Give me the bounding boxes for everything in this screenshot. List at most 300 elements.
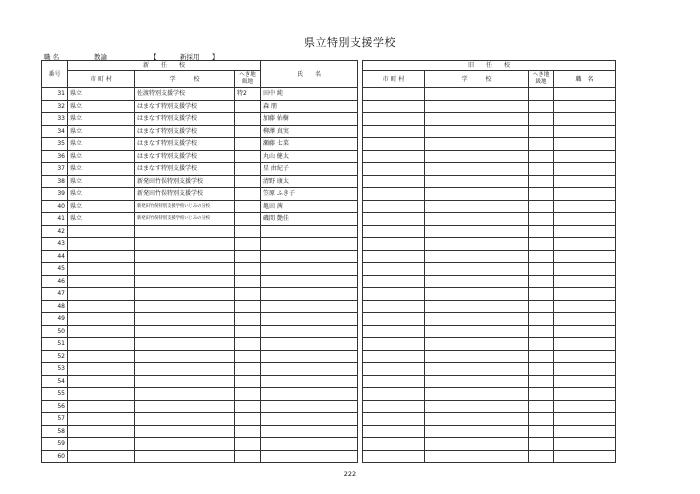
row-old-remote bbox=[529, 225, 554, 238]
row-old-city bbox=[363, 88, 425, 101]
row-old-remote bbox=[529, 238, 554, 251]
row-old-city bbox=[363, 175, 425, 188]
row-new-city bbox=[68, 425, 135, 438]
row-old-position bbox=[554, 125, 616, 138]
row-old-position bbox=[554, 238, 616, 251]
header-number: 番号 bbox=[42, 61, 68, 88]
row-old-city bbox=[363, 450, 425, 463]
table-row bbox=[42, 213, 616, 226]
row-old-position bbox=[554, 450, 616, 463]
row-old-remote bbox=[529, 138, 554, 151]
row-new-city: 県立 bbox=[68, 125, 135, 138]
row-old-position bbox=[554, 188, 616, 201]
row-new-remote bbox=[235, 275, 261, 288]
row-old-remote bbox=[529, 250, 554, 263]
row-old-city bbox=[363, 313, 425, 326]
row-new-city: 県立 bbox=[68, 200, 135, 213]
row-new-remote bbox=[235, 450, 261, 463]
row-new-remote bbox=[235, 250, 261, 263]
row-new-remote bbox=[235, 425, 261, 438]
row-name bbox=[261, 388, 358, 401]
row-name bbox=[261, 225, 358, 238]
row-old-city bbox=[363, 113, 425, 126]
row-new-remote bbox=[235, 338, 261, 351]
row-number: 48 bbox=[42, 300, 68, 313]
row-number: 40 bbox=[42, 200, 68, 213]
row-old-city bbox=[363, 163, 425, 176]
row-old-position bbox=[554, 438, 616, 451]
row-new-city bbox=[68, 350, 135, 363]
table-row bbox=[42, 238, 616, 251]
row-new-city bbox=[68, 225, 135, 238]
table-row bbox=[42, 113, 616, 126]
row-new-city bbox=[68, 400, 135, 413]
row-new-school bbox=[135, 275, 235, 288]
row-new-remote bbox=[235, 125, 261, 138]
row-old-school bbox=[425, 438, 529, 451]
row-number: 47 bbox=[42, 288, 68, 301]
row-number: 37 bbox=[42, 163, 68, 176]
row-old-remote bbox=[529, 325, 554, 338]
header-old-city: 市 町 村 bbox=[363, 71, 425, 88]
row-number: 39 bbox=[42, 188, 68, 201]
row-new-school bbox=[135, 375, 235, 388]
row-name: 磯間 艶佳 bbox=[261, 213, 358, 226]
table-row bbox=[42, 200, 616, 213]
row-new-remote bbox=[235, 350, 261, 363]
row-old-school bbox=[425, 138, 529, 151]
row-old-city bbox=[363, 350, 425, 363]
row-old-remote bbox=[529, 363, 554, 376]
row-new-remote bbox=[235, 288, 261, 301]
row-old-remote bbox=[529, 175, 554, 188]
row-new-city: 県立 bbox=[68, 100, 135, 113]
row-new-school: 新発田竹俣特別支援学校いじみの分校 bbox=[135, 213, 235, 226]
row-new-school bbox=[135, 250, 235, 263]
row-new-remote bbox=[235, 225, 261, 238]
row-new-school bbox=[135, 300, 235, 313]
header-old-remote: へき地級地 bbox=[529, 71, 554, 88]
header-old-school-name: 学 校 bbox=[425, 71, 529, 88]
row-old-position bbox=[554, 88, 616, 101]
row-old-city bbox=[363, 125, 425, 138]
row-old-position bbox=[554, 225, 616, 238]
row-name bbox=[261, 325, 358, 338]
row-new-city bbox=[68, 388, 135, 401]
row-new-city: 県立 bbox=[68, 113, 135, 126]
row-old-position bbox=[554, 363, 616, 376]
row-old-remote bbox=[529, 88, 554, 101]
row-new-remote bbox=[235, 375, 261, 388]
row-new-city bbox=[68, 325, 135, 338]
row-old-position bbox=[554, 163, 616, 176]
row-old-school bbox=[425, 400, 529, 413]
row-old-remote bbox=[529, 338, 554, 351]
row-new-school bbox=[135, 238, 235, 251]
header-old-school: 旧 任 校 bbox=[363, 61, 616, 71]
row-new-school bbox=[135, 400, 235, 413]
page-number: 222 bbox=[343, 470, 357, 478]
row-new-city bbox=[68, 438, 135, 451]
position-label: 職 名 bbox=[44, 53, 60, 61]
row-new-school bbox=[135, 450, 235, 463]
row-old-school bbox=[425, 325, 529, 338]
row-new-city: 県立 bbox=[68, 213, 135, 226]
bracket-close: 】 bbox=[212, 53, 219, 61]
row-old-school bbox=[425, 388, 529, 401]
row-number: 59 bbox=[42, 438, 68, 451]
row-name bbox=[261, 450, 358, 463]
row-new-school: 新発田竹俣特別支援学校 bbox=[135, 175, 235, 188]
row-new-city: 県立 bbox=[68, 163, 135, 176]
row-old-school bbox=[425, 450, 529, 463]
row-old-position bbox=[554, 200, 616, 213]
row-old-position bbox=[554, 100, 616, 113]
row-old-school bbox=[425, 375, 529, 388]
table-row bbox=[42, 175, 616, 188]
row-old-position bbox=[554, 113, 616, 126]
row-number: 46 bbox=[42, 275, 68, 288]
row-new-school bbox=[135, 363, 235, 376]
table-row bbox=[42, 138, 616, 151]
row-new-remote bbox=[235, 213, 261, 226]
row-old-remote bbox=[529, 425, 554, 438]
row-old-remote bbox=[529, 413, 554, 426]
row-old-remote bbox=[529, 300, 554, 313]
row-old-remote bbox=[529, 438, 554, 451]
row-old-school bbox=[425, 413, 529, 426]
row-number: 34 bbox=[42, 125, 68, 138]
row-new-city bbox=[68, 263, 135, 276]
row-old-position bbox=[554, 213, 616, 226]
row-number: 54 bbox=[42, 375, 68, 388]
table-row bbox=[42, 163, 616, 176]
row-old-remote bbox=[529, 200, 554, 213]
row-new-city bbox=[68, 375, 135, 388]
row-number: 45 bbox=[42, 263, 68, 276]
row-old-position bbox=[554, 338, 616, 351]
row-number: 38 bbox=[42, 175, 68, 188]
row-old-city bbox=[363, 338, 425, 351]
row-new-city: 県立 bbox=[68, 150, 135, 163]
row-number: 57 bbox=[42, 413, 68, 426]
row-old-city bbox=[363, 150, 425, 163]
row-old-school bbox=[425, 163, 529, 176]
row-new-remote bbox=[235, 150, 261, 163]
row-name: 丸山 健太 bbox=[261, 150, 358, 163]
row-new-city: 県立 bbox=[68, 188, 135, 201]
row-new-school: はまなす特別支援学校 bbox=[135, 150, 235, 163]
row-new-remote bbox=[235, 175, 261, 188]
row-name bbox=[261, 263, 358, 276]
row-new-remote bbox=[235, 363, 261, 376]
row-new-city bbox=[68, 275, 135, 288]
row-new-school: はまなす特別支援学校 bbox=[135, 100, 235, 113]
row-old-school bbox=[425, 338, 529, 351]
row-new-school bbox=[135, 288, 235, 301]
table-row bbox=[42, 388, 616, 401]
row-number: 51 bbox=[42, 338, 68, 351]
row-new-school bbox=[135, 425, 235, 438]
row-name: 田中 純 bbox=[261, 88, 358, 101]
row-old-remote bbox=[529, 125, 554, 138]
row-old-school bbox=[425, 125, 529, 138]
category-value: 新採用 bbox=[180, 53, 200, 61]
row-new-remote bbox=[235, 413, 261, 426]
row-new-remote bbox=[235, 388, 261, 401]
row-old-school bbox=[425, 175, 529, 188]
row-new-city: 県立 bbox=[68, 138, 135, 151]
row-new-school: 新発田竹俣特別支援学校 bbox=[135, 188, 235, 201]
row-name: 加藤 佑樹 bbox=[261, 113, 358, 126]
row-old-remote bbox=[529, 163, 554, 176]
row-new-school bbox=[135, 313, 235, 326]
row-old-school bbox=[425, 100, 529, 113]
row-old-school bbox=[425, 88, 529, 101]
row-name bbox=[261, 238, 358, 251]
row-old-position bbox=[554, 400, 616, 413]
header-new-remote: へき地級地 bbox=[235, 71, 261, 88]
row-new-school: はまなす特別支援学校 bbox=[135, 163, 235, 176]
row-number: 32 bbox=[42, 100, 68, 113]
row-old-school bbox=[425, 188, 529, 201]
row-name: 笠原 ふき子 bbox=[261, 188, 358, 201]
table-row bbox=[42, 250, 616, 263]
table-row bbox=[42, 100, 616, 113]
row-new-school bbox=[135, 225, 235, 238]
row-new-school: はまなす特別支援学校 bbox=[135, 125, 235, 138]
row-new-remote bbox=[235, 300, 261, 313]
row-new-remote bbox=[235, 100, 261, 113]
row-number: 58 bbox=[42, 425, 68, 438]
row-old-city bbox=[363, 288, 425, 301]
row-old-school bbox=[425, 425, 529, 438]
row-old-remote bbox=[529, 213, 554, 226]
row-number: 55 bbox=[42, 388, 68, 401]
row-name: 柳澤 真実 bbox=[261, 125, 358, 138]
row-old-remote bbox=[529, 275, 554, 288]
row-new-remote bbox=[235, 238, 261, 251]
row-name bbox=[261, 438, 358, 451]
row-old-position bbox=[554, 175, 616, 188]
row-old-school bbox=[425, 238, 529, 251]
table-row bbox=[42, 300, 616, 313]
row-name bbox=[261, 375, 358, 388]
table-row bbox=[42, 375, 616, 388]
row-old-remote bbox=[529, 450, 554, 463]
row-new-school bbox=[135, 438, 235, 451]
row-old-remote bbox=[529, 388, 554, 401]
row-old-city bbox=[363, 225, 425, 238]
table-row bbox=[42, 88, 616, 101]
row-old-position bbox=[554, 350, 616, 363]
row-number: 36 bbox=[42, 150, 68, 163]
row-name bbox=[261, 413, 358, 426]
row-name bbox=[261, 350, 358, 363]
row-new-school: 佐渡特別支援学校 bbox=[135, 88, 235, 101]
row-number: 49 bbox=[42, 313, 68, 326]
row-name bbox=[261, 275, 358, 288]
row-old-position bbox=[554, 275, 616, 288]
header-old-position: 職 名 bbox=[554, 71, 616, 88]
row-name bbox=[261, 363, 358, 376]
row-new-city bbox=[68, 413, 135, 426]
table-row bbox=[42, 425, 616, 438]
row-new-school bbox=[135, 413, 235, 426]
row-new-school: はまなす特別支援学校 bbox=[135, 113, 235, 126]
row-number: 42 bbox=[42, 225, 68, 238]
row-old-school bbox=[425, 300, 529, 313]
row-new-remote bbox=[235, 263, 261, 276]
row-name: 星 由紀子 bbox=[261, 163, 358, 176]
row-old-school bbox=[425, 313, 529, 326]
row-new-school: 新発田竹俣特別支援学校いじみの分校 bbox=[135, 200, 235, 213]
row-new-city bbox=[68, 363, 135, 376]
row-old-remote bbox=[529, 313, 554, 326]
row-old-school bbox=[425, 275, 529, 288]
header-new-city: 市 町 村 bbox=[68, 71, 135, 88]
table-row bbox=[42, 450, 616, 463]
row-old-remote bbox=[529, 113, 554, 126]
table-row bbox=[42, 313, 616, 326]
row-old-city bbox=[363, 188, 425, 201]
row-new-city bbox=[68, 288, 135, 301]
table-row bbox=[42, 338, 616, 351]
row-new-city bbox=[68, 450, 135, 463]
row-old-school bbox=[425, 288, 529, 301]
header-name: 氏 名 bbox=[261, 61, 358, 88]
row-old-city bbox=[363, 100, 425, 113]
row-old-city bbox=[363, 200, 425, 213]
row-new-remote bbox=[235, 163, 261, 176]
row-number: 44 bbox=[42, 250, 68, 263]
row-old-position bbox=[554, 375, 616, 388]
table-row bbox=[42, 413, 616, 426]
row-old-remote bbox=[529, 288, 554, 301]
row-new-city: 県立 bbox=[68, 88, 135, 101]
row-old-remote bbox=[529, 375, 554, 388]
row-new-city: 県立 bbox=[68, 175, 135, 188]
row-old-position bbox=[554, 288, 616, 301]
row-name bbox=[261, 250, 358, 263]
row-old-position bbox=[554, 313, 616, 326]
row-old-school bbox=[425, 113, 529, 126]
row-number: 53 bbox=[42, 363, 68, 376]
row-new-remote bbox=[235, 400, 261, 413]
row-old-city bbox=[363, 138, 425, 151]
row-number: 35 bbox=[42, 138, 68, 151]
row-old-school bbox=[425, 250, 529, 263]
row-old-position bbox=[554, 250, 616, 263]
row-name bbox=[261, 313, 358, 326]
table-row bbox=[42, 225, 616, 238]
row-old-position bbox=[554, 263, 616, 276]
row-old-position bbox=[554, 388, 616, 401]
table-row bbox=[42, 125, 616, 138]
row-number: 60 bbox=[42, 450, 68, 463]
row-name bbox=[261, 300, 358, 313]
row-new-school bbox=[135, 263, 235, 276]
row-old-city bbox=[363, 438, 425, 451]
table-row bbox=[42, 150, 616, 163]
row-new-school bbox=[135, 350, 235, 363]
row-new-remote bbox=[235, 438, 261, 451]
table-row bbox=[42, 400, 616, 413]
row-old-position bbox=[554, 425, 616, 438]
row-old-position bbox=[554, 325, 616, 338]
page-title: 県立特別支援学校 bbox=[304, 36, 396, 49]
row-old-school bbox=[425, 150, 529, 163]
row-number: 43 bbox=[42, 238, 68, 251]
row-old-city bbox=[363, 388, 425, 401]
row-old-school bbox=[425, 213, 529, 226]
row-new-city bbox=[68, 338, 135, 351]
table-row bbox=[42, 288, 616, 301]
row-old-city bbox=[363, 400, 425, 413]
transfer-table bbox=[41, 60, 616, 463]
row-old-remote bbox=[529, 350, 554, 363]
row-old-city bbox=[363, 363, 425, 376]
row-new-remote bbox=[235, 188, 261, 201]
row-new-city bbox=[68, 300, 135, 313]
row-old-city bbox=[363, 263, 425, 276]
bracket-open: 【 bbox=[150, 53, 157, 61]
row-new-school bbox=[135, 338, 235, 351]
row-old-remote bbox=[529, 263, 554, 276]
row-new-city bbox=[68, 250, 135, 263]
table-row bbox=[42, 325, 616, 338]
header-new-school: 新 任 校 bbox=[68, 61, 261, 71]
row-name bbox=[261, 338, 358, 351]
row-old-city bbox=[363, 300, 425, 313]
row-old-remote bbox=[529, 150, 554, 163]
row-old-city bbox=[363, 375, 425, 388]
row-old-position bbox=[554, 138, 616, 151]
table-row bbox=[42, 438, 616, 451]
row-old-remote bbox=[529, 100, 554, 113]
row-new-remote bbox=[235, 138, 261, 151]
row-old-city bbox=[363, 275, 425, 288]
table-row bbox=[42, 350, 616, 363]
row-new-remote bbox=[235, 325, 261, 338]
row-old-city bbox=[363, 250, 425, 263]
row-name bbox=[261, 425, 358, 438]
row-number: 56 bbox=[42, 400, 68, 413]
row-old-school bbox=[425, 363, 529, 376]
row-old-school bbox=[425, 263, 529, 276]
row-old-school bbox=[425, 200, 529, 213]
row-new-city bbox=[68, 238, 135, 251]
table-row bbox=[42, 275, 616, 288]
row-new-school bbox=[135, 388, 235, 401]
header-new-school-name: 学 校 bbox=[135, 71, 235, 88]
table-row bbox=[42, 363, 616, 376]
row-name: 瀬藤 七菜 bbox=[261, 138, 358, 151]
row-number: 50 bbox=[42, 325, 68, 338]
row-number: 41 bbox=[42, 213, 68, 226]
row-old-remote bbox=[529, 400, 554, 413]
row-name bbox=[261, 288, 358, 301]
row-old-position bbox=[554, 300, 616, 313]
row-name: 森 朋 bbox=[261, 100, 358, 113]
row-number: 31 bbox=[42, 88, 68, 101]
row-new-city bbox=[68, 313, 135, 326]
position-value: 教諭 bbox=[94, 53, 107, 61]
table-row bbox=[42, 188, 616, 201]
row-old-position bbox=[554, 413, 616, 426]
row-old-city bbox=[363, 238, 425, 251]
row-old-city bbox=[363, 325, 425, 338]
